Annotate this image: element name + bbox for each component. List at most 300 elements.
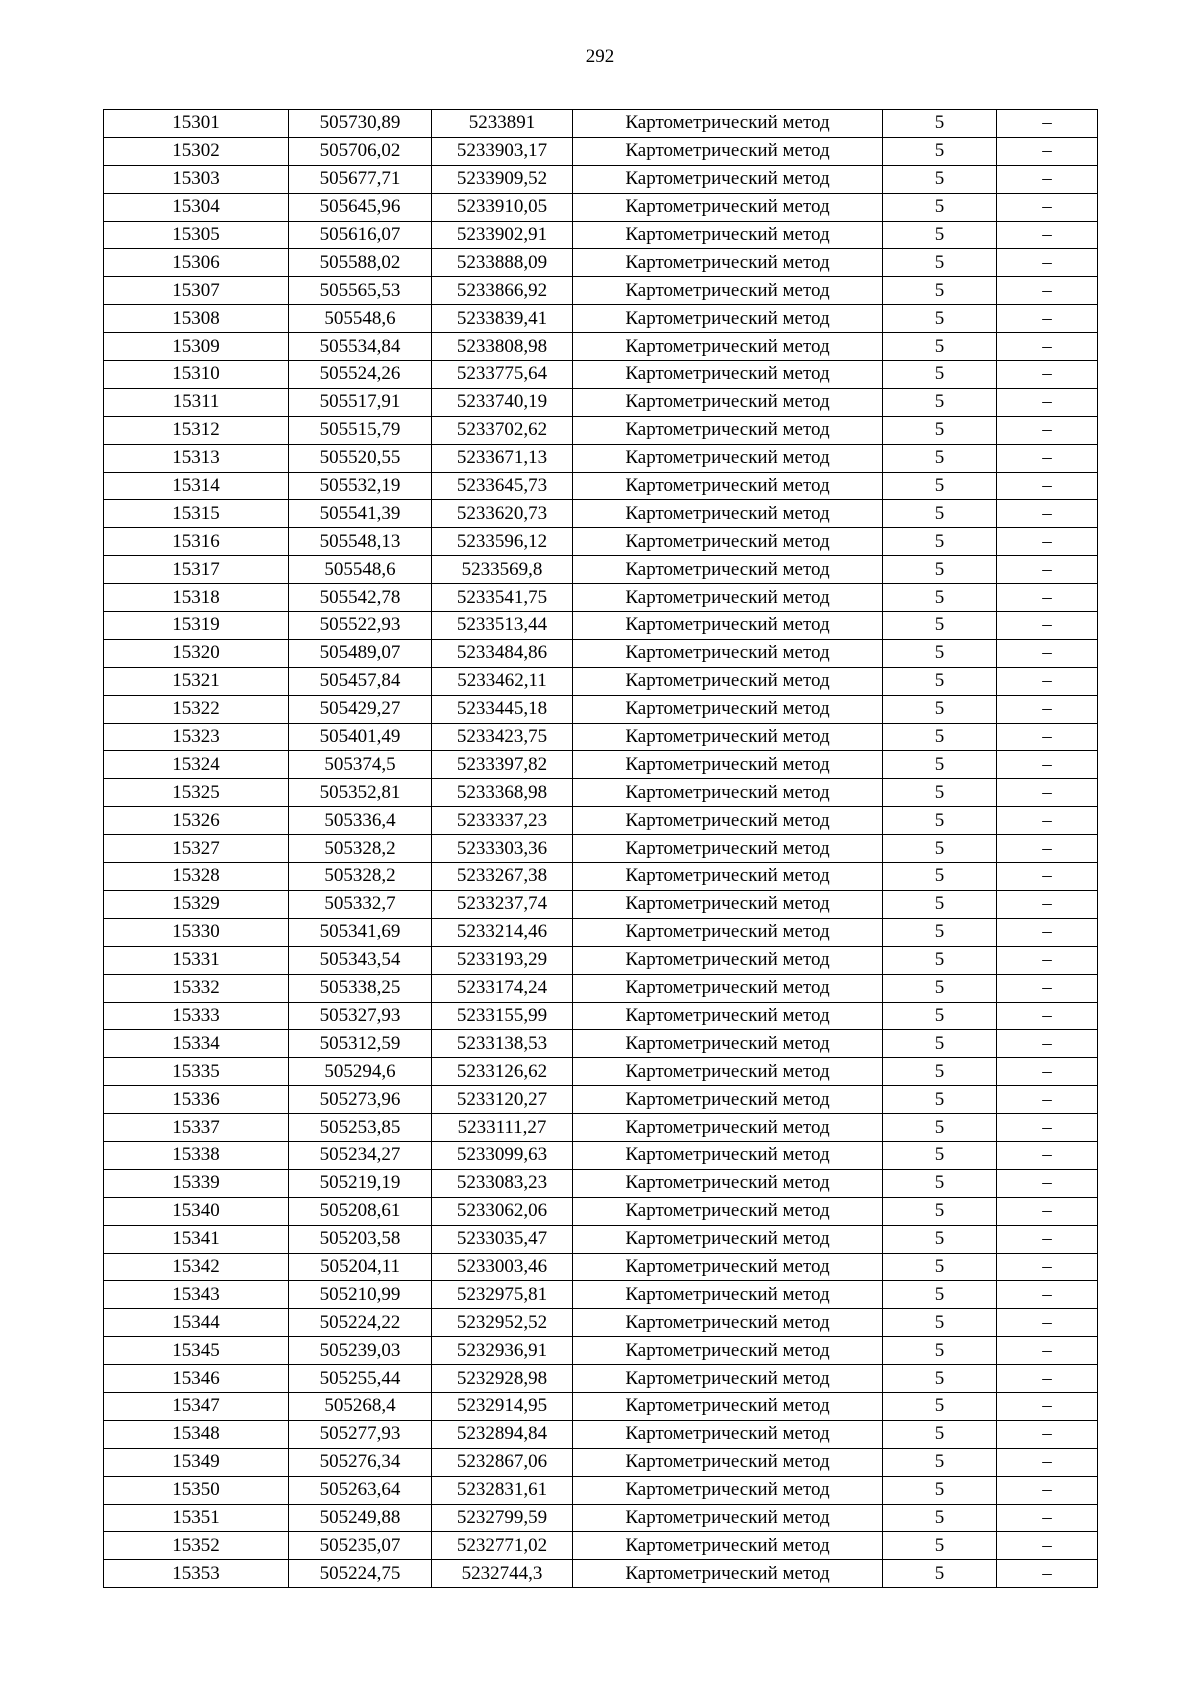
y-coordinate-cell: 5233888,09 bbox=[432, 249, 573, 277]
table-row bbox=[104, 695, 1098, 723]
note-cell: – bbox=[997, 1337, 1098, 1365]
precision-cell: 5 bbox=[883, 500, 997, 528]
point-number-cell: 15310 bbox=[104, 361, 289, 389]
method-cell: Картометрический метод bbox=[573, 1560, 883, 1588]
note-cell: – bbox=[997, 751, 1098, 779]
table-row bbox=[104, 500, 1098, 528]
note-cell: – bbox=[997, 277, 1098, 305]
point-number-cell: 15320 bbox=[104, 639, 289, 667]
y-coordinate-cell: 5233397,82 bbox=[432, 751, 573, 779]
table-row bbox=[104, 1560, 1098, 1588]
point-number-cell: 15331 bbox=[104, 946, 289, 974]
precision-cell: 5 bbox=[883, 1309, 997, 1337]
y-coordinate-cell: 5232744,3 bbox=[432, 1560, 573, 1588]
precision-cell: 5 bbox=[883, 165, 997, 193]
table-row bbox=[104, 667, 1098, 695]
precision-cell: 5 bbox=[883, 137, 997, 165]
y-coordinate-cell: 5233267,38 bbox=[432, 863, 573, 891]
table-row bbox=[104, 1225, 1098, 1253]
table-row bbox=[104, 472, 1098, 500]
table-row bbox=[104, 835, 1098, 863]
method-cell: Картометрический метод bbox=[573, 807, 883, 835]
point-number-cell: 15315 bbox=[104, 500, 289, 528]
precision-cell: 5 bbox=[883, 1476, 997, 1504]
note-cell: – bbox=[997, 556, 1098, 584]
precision-cell: 5 bbox=[883, 1030, 997, 1058]
point-number-cell: 15333 bbox=[104, 1002, 289, 1030]
precision-cell: 5 bbox=[883, 528, 997, 556]
table-row bbox=[104, 751, 1098, 779]
note-cell: – bbox=[997, 863, 1098, 891]
note-cell: – bbox=[997, 1392, 1098, 1420]
method-cell: Картометрический метод bbox=[573, 974, 883, 1002]
point-number-cell: 15343 bbox=[104, 1281, 289, 1309]
y-coordinate-cell: 5233541,75 bbox=[432, 584, 573, 612]
method-cell: Картометрический метод bbox=[573, 667, 883, 695]
table-row bbox=[104, 918, 1098, 946]
table-row bbox=[104, 333, 1098, 361]
table-row bbox=[104, 193, 1098, 221]
x-coordinate-cell: 505645,96 bbox=[289, 193, 432, 221]
y-coordinate-cell: 5233569,8 bbox=[432, 556, 573, 584]
note-cell: – bbox=[997, 1365, 1098, 1393]
point-number-cell: 15346 bbox=[104, 1365, 289, 1393]
table-row bbox=[104, 1365, 1098, 1393]
note-cell: – bbox=[997, 1141, 1098, 1169]
page-number: 292 bbox=[585, 46, 615, 67]
y-coordinate-cell: 5233645,73 bbox=[432, 472, 573, 500]
note-cell: – bbox=[997, 1225, 1098, 1253]
precision-cell: 5 bbox=[883, 1058, 997, 1086]
y-coordinate-cell: 5233126,62 bbox=[432, 1058, 573, 1086]
note-cell: – bbox=[997, 444, 1098, 472]
x-coordinate-cell: 505210,99 bbox=[289, 1281, 432, 1309]
precision-cell: 5 bbox=[883, 695, 997, 723]
method-cell: Картометрический метод bbox=[573, 333, 883, 361]
precision-cell: 5 bbox=[883, 863, 997, 891]
note-cell: – bbox=[997, 388, 1098, 416]
x-coordinate-cell: 505239,03 bbox=[289, 1337, 432, 1365]
table-row bbox=[104, 528, 1098, 556]
precision-cell: 5 bbox=[883, 1169, 997, 1197]
note-cell: – bbox=[997, 137, 1098, 165]
y-coordinate-cell: 5233083,23 bbox=[432, 1169, 573, 1197]
precision-cell: 5 bbox=[883, 612, 997, 640]
x-coordinate-cell: 505489,07 bbox=[289, 639, 432, 667]
table-row bbox=[104, 165, 1098, 193]
method-cell: Картометрический метод bbox=[573, 277, 883, 305]
method-cell: Картометрический метод bbox=[573, 472, 883, 500]
coordinates-table bbox=[103, 109, 1098, 1588]
precision-cell: 5 bbox=[883, 1560, 997, 1588]
precision-cell: 5 bbox=[883, 1141, 997, 1169]
method-cell: Картометрический метод bbox=[573, 1058, 883, 1086]
table-row bbox=[104, 639, 1098, 667]
note-cell: – bbox=[997, 1030, 1098, 1058]
point-number-cell: 15301 bbox=[104, 110, 289, 138]
method-cell: Картометрический метод bbox=[573, 1504, 883, 1532]
point-number-cell: 15340 bbox=[104, 1197, 289, 1225]
method-cell: Картометрический метод bbox=[573, 1309, 883, 1337]
x-coordinate-cell: 505706,02 bbox=[289, 137, 432, 165]
x-coordinate-cell: 505219,19 bbox=[289, 1169, 432, 1197]
precision-cell: 5 bbox=[883, 1337, 997, 1365]
table-row bbox=[104, 444, 1098, 472]
point-number-cell: 15353 bbox=[104, 1560, 289, 1588]
point-number-cell: 15327 bbox=[104, 835, 289, 863]
note-cell: – bbox=[997, 639, 1098, 667]
x-coordinate-cell: 505208,61 bbox=[289, 1197, 432, 1225]
x-coordinate-cell: 505203,58 bbox=[289, 1225, 432, 1253]
x-coordinate-cell: 505343,54 bbox=[289, 946, 432, 974]
method-cell: Картометрический метод bbox=[573, 779, 883, 807]
method-cell: Картометрический метод bbox=[573, 612, 883, 640]
table-row bbox=[104, 723, 1098, 751]
method-cell: Картометрический метод bbox=[573, 193, 883, 221]
precision-cell: 5 bbox=[883, 1281, 997, 1309]
y-coordinate-cell: 5233445,18 bbox=[432, 695, 573, 723]
x-coordinate-cell: 505268,4 bbox=[289, 1392, 432, 1420]
note-cell: – bbox=[997, 110, 1098, 138]
method-cell: Картометрический метод bbox=[573, 249, 883, 277]
table-row bbox=[104, 137, 1098, 165]
point-number-cell: 15319 bbox=[104, 612, 289, 640]
y-coordinate-cell: 5232771,02 bbox=[432, 1532, 573, 1560]
y-coordinate-cell: 5233596,12 bbox=[432, 528, 573, 556]
y-coordinate-cell: 5233513,44 bbox=[432, 612, 573, 640]
x-coordinate-cell: 505352,81 bbox=[289, 779, 432, 807]
y-coordinate-cell: 5233620,73 bbox=[432, 500, 573, 528]
method-cell: Картометрический метод bbox=[573, 1281, 883, 1309]
method-cell: Картометрический метод bbox=[573, 918, 883, 946]
y-coordinate-cell: 5233808,98 bbox=[432, 333, 573, 361]
point-number-cell: 15321 bbox=[104, 667, 289, 695]
note-cell: – bbox=[997, 333, 1098, 361]
y-coordinate-cell: 5232831,61 bbox=[432, 1476, 573, 1504]
y-coordinate-cell: 5233099,63 bbox=[432, 1141, 573, 1169]
point-number-cell: 15311 bbox=[104, 388, 289, 416]
method-cell: Картометрический метод bbox=[573, 946, 883, 974]
x-coordinate-cell: 505332,7 bbox=[289, 890, 432, 918]
x-coordinate-cell: 505520,55 bbox=[289, 444, 432, 472]
precision-cell: 5 bbox=[883, 556, 997, 584]
precision-cell: 5 bbox=[883, 639, 997, 667]
x-coordinate-cell: 505457,84 bbox=[289, 667, 432, 695]
table-row bbox=[104, 361, 1098, 389]
point-number-cell: 15344 bbox=[104, 1309, 289, 1337]
y-coordinate-cell: 5233839,41 bbox=[432, 305, 573, 333]
table-row bbox=[104, 1309, 1098, 1337]
method-cell: Картометрический метод bbox=[573, 221, 883, 249]
x-coordinate-cell: 505429,27 bbox=[289, 695, 432, 723]
table-row bbox=[104, 1504, 1098, 1532]
y-coordinate-cell: 5232894,84 bbox=[432, 1420, 573, 1448]
table-row bbox=[104, 612, 1098, 640]
x-coordinate-cell: 505548,6 bbox=[289, 556, 432, 584]
method-cell: Картометрический метод bbox=[573, 1448, 883, 1476]
table-row bbox=[104, 1058, 1098, 1086]
method-cell: Картометрический метод bbox=[573, 1225, 883, 1253]
precision-cell: 5 bbox=[883, 1002, 997, 1030]
point-number-cell: 15338 bbox=[104, 1141, 289, 1169]
x-coordinate-cell: 505312,59 bbox=[289, 1030, 432, 1058]
point-number-cell: 15329 bbox=[104, 890, 289, 918]
precision-cell: 5 bbox=[883, 110, 997, 138]
y-coordinate-cell: 5232975,81 bbox=[432, 1281, 573, 1309]
x-coordinate-cell: 505532,19 bbox=[289, 472, 432, 500]
x-coordinate-cell: 505565,53 bbox=[289, 277, 432, 305]
note-cell: – bbox=[997, 1560, 1098, 1588]
table-row bbox=[104, 1392, 1098, 1420]
precision-cell: 5 bbox=[883, 667, 997, 695]
point-number-cell: 15328 bbox=[104, 863, 289, 891]
y-coordinate-cell: 5233368,98 bbox=[432, 779, 573, 807]
method-cell: Картометрический метод bbox=[573, 695, 883, 723]
note-cell: – bbox=[997, 918, 1098, 946]
precision-cell: 5 bbox=[883, 249, 997, 277]
method-cell: Картометрический метод bbox=[573, 361, 883, 389]
table-row bbox=[104, 1141, 1098, 1169]
y-coordinate-cell: 5233303,36 bbox=[432, 835, 573, 863]
point-number-cell: 15305 bbox=[104, 221, 289, 249]
y-coordinate-cell: 5232936,91 bbox=[432, 1337, 573, 1365]
note-cell: – bbox=[997, 612, 1098, 640]
x-coordinate-cell: 505401,49 bbox=[289, 723, 432, 751]
x-coordinate-cell: 505588,02 bbox=[289, 249, 432, 277]
x-coordinate-cell: 505515,79 bbox=[289, 416, 432, 444]
y-coordinate-cell: 5233671,13 bbox=[432, 444, 573, 472]
precision-cell: 5 bbox=[883, 1365, 997, 1393]
method-cell: Картометрический метод bbox=[573, 1030, 883, 1058]
note-cell: – bbox=[997, 305, 1098, 333]
point-number-cell: 15324 bbox=[104, 751, 289, 779]
table-row bbox=[104, 807, 1098, 835]
point-number-cell: 15309 bbox=[104, 333, 289, 361]
x-coordinate-cell: 505294,6 bbox=[289, 1058, 432, 1086]
note-cell: – bbox=[997, 1114, 1098, 1142]
point-number-cell: 15314 bbox=[104, 472, 289, 500]
table-row bbox=[104, 249, 1098, 277]
point-number-cell: 15347 bbox=[104, 1392, 289, 1420]
table-row bbox=[104, 584, 1098, 612]
table-row bbox=[104, 1030, 1098, 1058]
precision-cell: 5 bbox=[883, 890, 997, 918]
precision-cell: 5 bbox=[883, 361, 997, 389]
table-row bbox=[104, 974, 1098, 1002]
y-coordinate-cell: 5233062,06 bbox=[432, 1197, 573, 1225]
point-number-cell: 15325 bbox=[104, 779, 289, 807]
method-cell: Картометрический метод bbox=[573, 444, 883, 472]
precision-cell: 5 bbox=[883, 305, 997, 333]
precision-cell: 5 bbox=[883, 1253, 997, 1281]
precision-cell: 5 bbox=[883, 193, 997, 221]
y-coordinate-cell: 5233484,86 bbox=[432, 639, 573, 667]
note-cell: – bbox=[997, 1058, 1098, 1086]
table-row bbox=[104, 1476, 1098, 1504]
precision-cell: 5 bbox=[883, 277, 997, 305]
point-number-cell: 15342 bbox=[104, 1253, 289, 1281]
precision-cell: 5 bbox=[883, 221, 997, 249]
note-cell: – bbox=[997, 946, 1098, 974]
note-cell: – bbox=[997, 1309, 1098, 1337]
method-cell: Картометрический метод bbox=[573, 388, 883, 416]
method-cell: Картометрический метод bbox=[573, 751, 883, 779]
x-coordinate-cell: 505338,25 bbox=[289, 974, 432, 1002]
note-cell: – bbox=[997, 1197, 1098, 1225]
point-number-cell: 15303 bbox=[104, 165, 289, 193]
method-cell: Картометрический метод bbox=[573, 863, 883, 891]
y-coordinate-cell: 5233120,27 bbox=[432, 1086, 573, 1114]
y-coordinate-cell: 5233775,64 bbox=[432, 361, 573, 389]
table-row bbox=[104, 890, 1098, 918]
x-coordinate-cell: 505273,96 bbox=[289, 1086, 432, 1114]
table-row bbox=[104, 305, 1098, 333]
method-cell: Картометрический метод bbox=[573, 1392, 883, 1420]
method-cell: Картометрический метод bbox=[573, 723, 883, 751]
x-coordinate-cell: 505276,34 bbox=[289, 1448, 432, 1476]
y-coordinate-cell: 5232928,98 bbox=[432, 1365, 573, 1393]
x-coordinate-cell: 505328,2 bbox=[289, 835, 432, 863]
x-coordinate-cell: 505341,69 bbox=[289, 918, 432, 946]
precision-cell: 5 bbox=[883, 444, 997, 472]
x-coordinate-cell: 505374,5 bbox=[289, 751, 432, 779]
y-coordinate-cell: 5233702,62 bbox=[432, 416, 573, 444]
x-coordinate-cell: 505328,2 bbox=[289, 863, 432, 891]
precision-cell: 5 bbox=[883, 472, 997, 500]
y-coordinate-cell: 5233111,27 bbox=[432, 1114, 573, 1142]
method-cell: Картометрический метод bbox=[573, 1476, 883, 1504]
note-cell: – bbox=[997, 221, 1098, 249]
x-coordinate-cell: 505524,26 bbox=[289, 361, 432, 389]
point-number-cell: 15348 bbox=[104, 1420, 289, 1448]
x-coordinate-cell: 505224,75 bbox=[289, 1560, 432, 1588]
point-number-cell: 15330 bbox=[104, 918, 289, 946]
y-coordinate-cell: 5233423,75 bbox=[432, 723, 573, 751]
precision-cell: 5 bbox=[883, 388, 997, 416]
y-coordinate-cell: 5233155,99 bbox=[432, 1002, 573, 1030]
table-row bbox=[104, 1281, 1098, 1309]
x-coordinate-cell: 505234,27 bbox=[289, 1141, 432, 1169]
table-row bbox=[104, 221, 1098, 249]
method-cell: Картометрический метод bbox=[573, 1420, 883, 1448]
table-row bbox=[104, 1337, 1098, 1365]
precision-cell: 5 bbox=[883, 1392, 997, 1420]
table-row bbox=[104, 946, 1098, 974]
table-row bbox=[104, 779, 1098, 807]
table-row bbox=[104, 863, 1098, 891]
method-cell: Картометрический метод bbox=[573, 416, 883, 444]
x-coordinate-cell: 505522,93 bbox=[289, 612, 432, 640]
y-coordinate-cell: 5232952,52 bbox=[432, 1309, 573, 1337]
point-number-cell: 15313 bbox=[104, 444, 289, 472]
note-cell: – bbox=[997, 890, 1098, 918]
table-row bbox=[104, 110, 1098, 138]
point-number-cell: 15302 bbox=[104, 137, 289, 165]
table-row bbox=[104, 1448, 1098, 1476]
note-cell: – bbox=[997, 667, 1098, 695]
y-coordinate-cell: 5233910,05 bbox=[432, 193, 573, 221]
x-coordinate-cell: 505548,13 bbox=[289, 528, 432, 556]
note-cell: – bbox=[997, 1448, 1098, 1476]
precision-cell: 5 bbox=[883, 779, 997, 807]
x-coordinate-cell: 505548,6 bbox=[289, 305, 432, 333]
point-number-cell: 15323 bbox=[104, 723, 289, 751]
method-cell: Картометрический метод bbox=[573, 137, 883, 165]
precision-cell: 5 bbox=[883, 835, 997, 863]
note-cell: – bbox=[997, 723, 1098, 751]
precision-cell: 5 bbox=[883, 1448, 997, 1476]
y-coordinate-cell: 5233909,52 bbox=[432, 165, 573, 193]
y-coordinate-cell: 5232867,06 bbox=[432, 1448, 573, 1476]
method-cell: Картометрический метод bbox=[573, 1532, 883, 1560]
precision-cell: 5 bbox=[883, 584, 997, 612]
y-coordinate-cell: 5233902,91 bbox=[432, 221, 573, 249]
precision-cell: 5 bbox=[883, 918, 997, 946]
x-coordinate-cell: 505327,93 bbox=[289, 1002, 432, 1030]
point-number-cell: 15339 bbox=[104, 1169, 289, 1197]
table-row bbox=[104, 1114, 1098, 1142]
note-cell: – bbox=[997, 165, 1098, 193]
table-row bbox=[104, 1420, 1098, 1448]
table-row bbox=[104, 1532, 1098, 1560]
point-number-cell: 15352 bbox=[104, 1532, 289, 1560]
precision-cell: 5 bbox=[883, 416, 997, 444]
point-number-cell: 15349 bbox=[104, 1448, 289, 1476]
note-cell: – bbox=[997, 1253, 1098, 1281]
note-cell: – bbox=[997, 1532, 1098, 1560]
x-coordinate-cell: 505517,91 bbox=[289, 388, 432, 416]
note-cell: – bbox=[997, 249, 1098, 277]
y-coordinate-cell: 5233035,47 bbox=[432, 1225, 573, 1253]
y-coordinate-cell: 5233891 bbox=[432, 110, 573, 138]
y-coordinate-cell: 5233337,23 bbox=[432, 807, 573, 835]
precision-cell: 5 bbox=[883, 1197, 997, 1225]
y-coordinate-cell: 5233903,17 bbox=[432, 137, 573, 165]
x-coordinate-cell: 505277,93 bbox=[289, 1420, 432, 1448]
point-number-cell: 15308 bbox=[104, 305, 289, 333]
x-coordinate-cell: 505336,4 bbox=[289, 807, 432, 835]
note-cell: – bbox=[997, 1420, 1098, 1448]
y-coordinate-cell: 5233237,74 bbox=[432, 890, 573, 918]
y-coordinate-cell: 5233193,29 bbox=[432, 946, 573, 974]
precision-cell: 5 bbox=[883, 1532, 997, 1560]
y-coordinate-cell: 5233138,53 bbox=[432, 1030, 573, 1058]
y-coordinate-cell: 5233740,19 bbox=[432, 388, 573, 416]
method-cell: Картометрический метод bbox=[573, 1197, 883, 1225]
note-cell: – bbox=[997, 695, 1098, 723]
y-coordinate-cell: 5233214,46 bbox=[432, 918, 573, 946]
point-number-cell: 15304 bbox=[104, 193, 289, 221]
precision-cell: 5 bbox=[883, 1225, 997, 1253]
method-cell: Картометрический метод bbox=[573, 1365, 883, 1393]
point-number-cell: 15317 bbox=[104, 556, 289, 584]
x-coordinate-cell: 505255,44 bbox=[289, 1365, 432, 1393]
method-cell: Картометрический метод bbox=[573, 1169, 883, 1197]
note-cell: – bbox=[997, 361, 1098, 389]
x-coordinate-cell: 505730,89 bbox=[289, 110, 432, 138]
method-cell: Картометрический метод bbox=[573, 1002, 883, 1030]
x-coordinate-cell: 505224,22 bbox=[289, 1309, 432, 1337]
note-cell: – bbox=[997, 193, 1098, 221]
precision-cell: 5 bbox=[883, 723, 997, 751]
x-coordinate-cell: 505253,85 bbox=[289, 1114, 432, 1142]
table-row bbox=[104, 1169, 1098, 1197]
point-number-cell: 15306 bbox=[104, 249, 289, 277]
x-coordinate-cell: 505534,84 bbox=[289, 333, 432, 361]
y-coordinate-cell: 5233462,11 bbox=[432, 667, 573, 695]
note-cell: – bbox=[997, 779, 1098, 807]
point-number-cell: 15336 bbox=[104, 1086, 289, 1114]
